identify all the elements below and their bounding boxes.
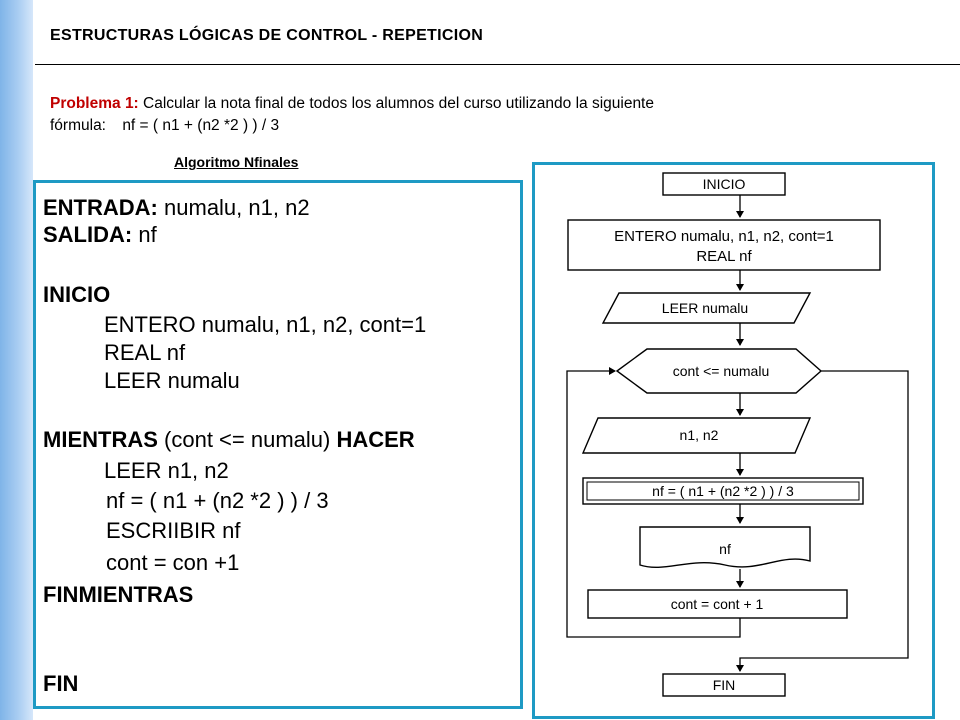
title-divider — [35, 64, 960, 65]
condition-label: cont <= numalu — [672, 363, 770, 379]
increment-label: cont = cont + 1 — [670, 596, 764, 612]
hacer-keyword: HACER — [336, 427, 415, 452]
entrada-values: numalu, n1, n2 — [164, 195, 310, 220]
mientras-keyword: MIENTRAS — [43, 427, 158, 452]
increment-line: cont = con +1 — [106, 550, 240, 575]
formula-prefix: fórmula: — [50, 117, 106, 134]
problem-statement — [50, 93, 910, 137]
salida-line — [43, 222, 157, 248]
declare-real-line: REAL nf — [104, 340, 186, 365]
start-label: INICIO — [702, 176, 746, 192]
finmientras-keyword: FINMIENTRAS — [43, 582, 194, 607]
finmientras-line — [43, 582, 193, 608]
read-notes-line: LEER n1, n2 — [104, 458, 229, 483]
exit-arrow — [740, 371, 908, 671]
process-label: nf = ( n1 + (n2 *2 ) ) / 3 — [652, 483, 794, 499]
write-line: ESCRIIBIR nf — [106, 518, 241, 543]
input-numalu-label: LEER numalu — [661, 300, 749, 316]
declare-line-1: ENTERO numalu, n1, n2, cont=1 — [614, 228, 834, 245]
problem-formula: nf = ( n1 + (n2 *2 ) ) / 3 — [122, 117, 280, 134]
inicio-keyword: INICIO — [43, 282, 111, 307]
salida-keyword: SALIDA: — [43, 222, 133, 247]
entrada-keyword: ENTRADA: — [43, 195, 158, 220]
input-notes-label: n1, n2 — [679, 427, 719, 443]
declare-int-line: ENTERO numalu, n1, n2, cont=1 — [104, 312, 427, 337]
mientras-line — [43, 427, 415, 453]
algorithm-title: Algoritmo Nfinales — [174, 154, 299, 170]
declare-line-2: REAL nf — [696, 248, 752, 265]
problem-line-1 — [50, 93, 910, 115]
fin-keyword: FIN — [43, 671, 79, 696]
output-label: nf — [719, 541, 731, 557]
decorative-side-bar — [0, 0, 33, 720]
calc-line: nf = ( n1 + (n2 *2 ) ) / 3 — [106, 488, 329, 513]
mientras-condition: (cont <= numalu) — [164, 427, 331, 452]
page-title: ESTRUCTURAS LÓGICAS DE CONTROL - REPETICION — [50, 27, 484, 44]
problem-label: Problema 1: — [50, 95, 139, 112]
inicio-line — [43, 282, 110, 308]
end-label: FIN — [712, 677, 736, 693]
salida-values: nf — [138, 222, 157, 247]
fin-line — [43, 671, 78, 697]
read-numalu-line: LEER numalu — [104, 368, 240, 393]
entrada-line — [43, 195, 310, 221]
flowchart-diagram — [535, 165, 932, 716]
problem-text: Calcular la nota final de todos los alumnos del curso utilizando la siguiente — [143, 95, 654, 112]
problem-line-2 — [50, 115, 910, 137]
flowchart-panel — [532, 162, 935, 719]
